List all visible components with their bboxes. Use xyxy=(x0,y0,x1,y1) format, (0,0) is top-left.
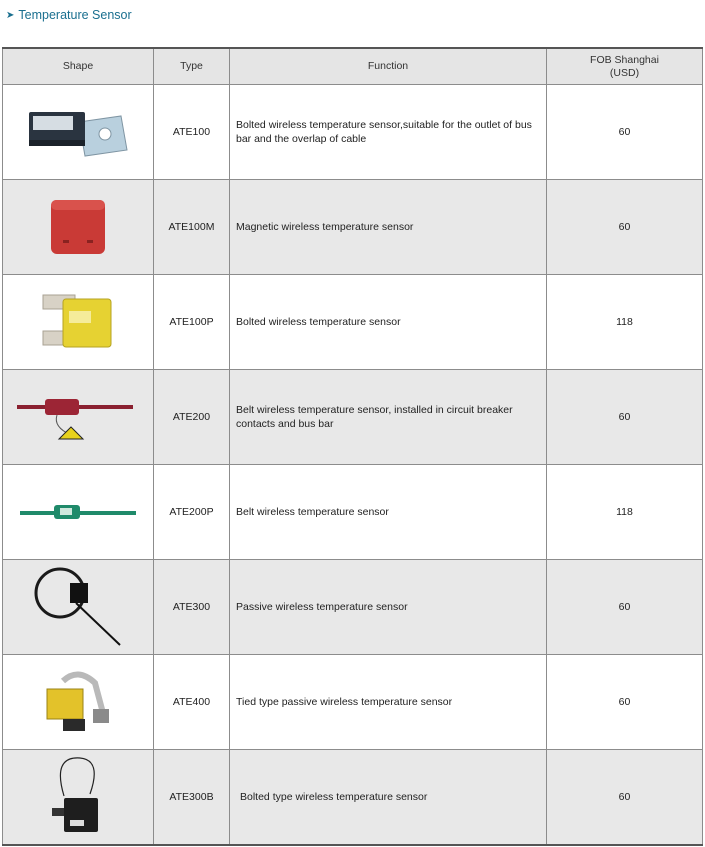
page-title xyxy=(6,8,132,22)
ate300-sensor-icon xyxy=(28,563,128,651)
shape-cell xyxy=(3,560,154,655)
ate100m-sensor-icon xyxy=(43,192,113,262)
ate100p-sensor-icon xyxy=(33,287,123,357)
type-cell: ATE300 xyxy=(154,560,230,655)
shape-cell xyxy=(3,655,154,750)
function-cell: Tied type passive wireless temperature sensor xyxy=(230,655,547,750)
function-cell: Passive wireless temperature sensor xyxy=(230,560,547,655)
price-cell: 60 xyxy=(547,180,703,275)
type-cell: ATE200P xyxy=(154,465,230,560)
shape-cell xyxy=(3,275,154,370)
shape-cell xyxy=(3,465,154,560)
function-cell: Magnetic wireless temperature sensor xyxy=(230,180,547,275)
price-cell: 60 xyxy=(547,370,703,465)
type-cell: ATE400 xyxy=(154,655,230,750)
table-header-row xyxy=(3,48,703,85)
table-row xyxy=(3,275,703,370)
price-cell: 118 xyxy=(547,465,703,560)
ate400-sensor-icon xyxy=(33,661,123,743)
function-cell: Bolted wireless temperature sensor xyxy=(230,275,547,370)
arrow-right-icon: ➤ xyxy=(6,9,15,21)
price-cell: 60 xyxy=(547,655,703,750)
table-row xyxy=(3,750,703,846)
function-cell: Bolted wireless temperature sensor,suitable for the outlet of bus bar and the overlap of cable xyxy=(230,85,547,180)
type-cell: ATE100 xyxy=(154,85,230,180)
type-cell: ATE300B xyxy=(154,750,230,846)
page-title-text: Temperature Sensor xyxy=(18,8,132,22)
header-shape: Shape xyxy=(3,48,154,85)
header-fob-line2: (USD) xyxy=(609,66,640,79)
function-cell: Belt wireless temperature sensor, installed in circuit breaker contacts and bus bar xyxy=(230,370,547,465)
function-cell: Bolted type wireless temperature sensor xyxy=(230,750,547,846)
price-cell: 60 xyxy=(547,750,703,846)
header-function: Function xyxy=(230,48,547,85)
shape-cell xyxy=(3,85,154,180)
ate100-sensor-icon xyxy=(23,102,133,162)
type-cell: ATE200 xyxy=(154,370,230,465)
table-row xyxy=(3,180,703,275)
shape-cell xyxy=(3,370,154,465)
price-table xyxy=(2,47,703,846)
price-cell: 60 xyxy=(547,85,703,180)
shape-cell xyxy=(3,180,154,275)
table-row xyxy=(3,465,703,560)
header-fob-line1: FOB Shanghai xyxy=(590,53,659,66)
header-fob xyxy=(547,48,703,85)
ate300b-sensor-icon xyxy=(38,752,118,842)
price-cell: 118 xyxy=(547,275,703,370)
table-row xyxy=(3,85,703,180)
table-row xyxy=(3,370,703,465)
table-row xyxy=(3,560,703,655)
ate200-sensor-icon xyxy=(13,387,143,447)
function-cell: Belt wireless temperature sensor xyxy=(230,465,547,560)
type-cell: ATE100M xyxy=(154,180,230,275)
shape-cell xyxy=(3,750,154,846)
header-type: Type xyxy=(154,48,230,85)
table-row xyxy=(3,655,703,750)
price-cell: 60 xyxy=(547,560,703,655)
type-cell: ATE100P xyxy=(154,275,230,370)
ate200p-sensor-icon xyxy=(18,497,138,527)
